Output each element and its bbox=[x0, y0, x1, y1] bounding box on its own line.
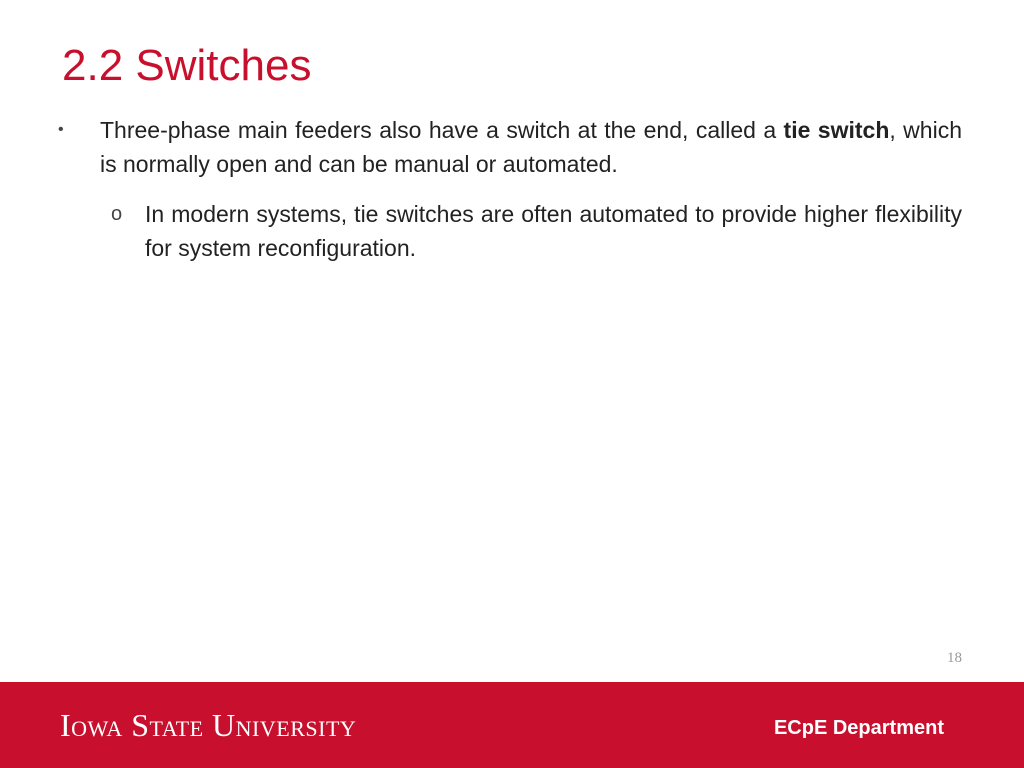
footer-bar bbox=[0, 682, 1024, 768]
bold-term-tie: tie bbox=[783, 117, 811, 143]
bullet-text: Three-phase main feeders also have a switch at the end, called a bbox=[100, 117, 784, 143]
slide-title: 2.2 Switches bbox=[62, 41, 312, 90]
sub-bullet-text: In modern systems, tie switches are often automated to provide higher flexibility for system reconfiguration. bbox=[145, 201, 962, 261]
bullet-item bbox=[58, 113, 962, 181]
page-number: 18 bbox=[947, 650, 962, 666]
sub-bullet-item bbox=[111, 197, 962, 265]
bold-term-switch: switch bbox=[817, 117, 890, 143]
department-label: ECpE Department bbox=[773, 717, 944, 739]
bullet-text-continued: , which is normally open and can be manual or automated. bbox=[100, 117, 962, 177]
bullet-marker: • bbox=[58, 121, 64, 138]
sub-bullet-marker: o bbox=[111, 203, 123, 225]
university-logo: Iowa State University bbox=[60, 707, 357, 743]
